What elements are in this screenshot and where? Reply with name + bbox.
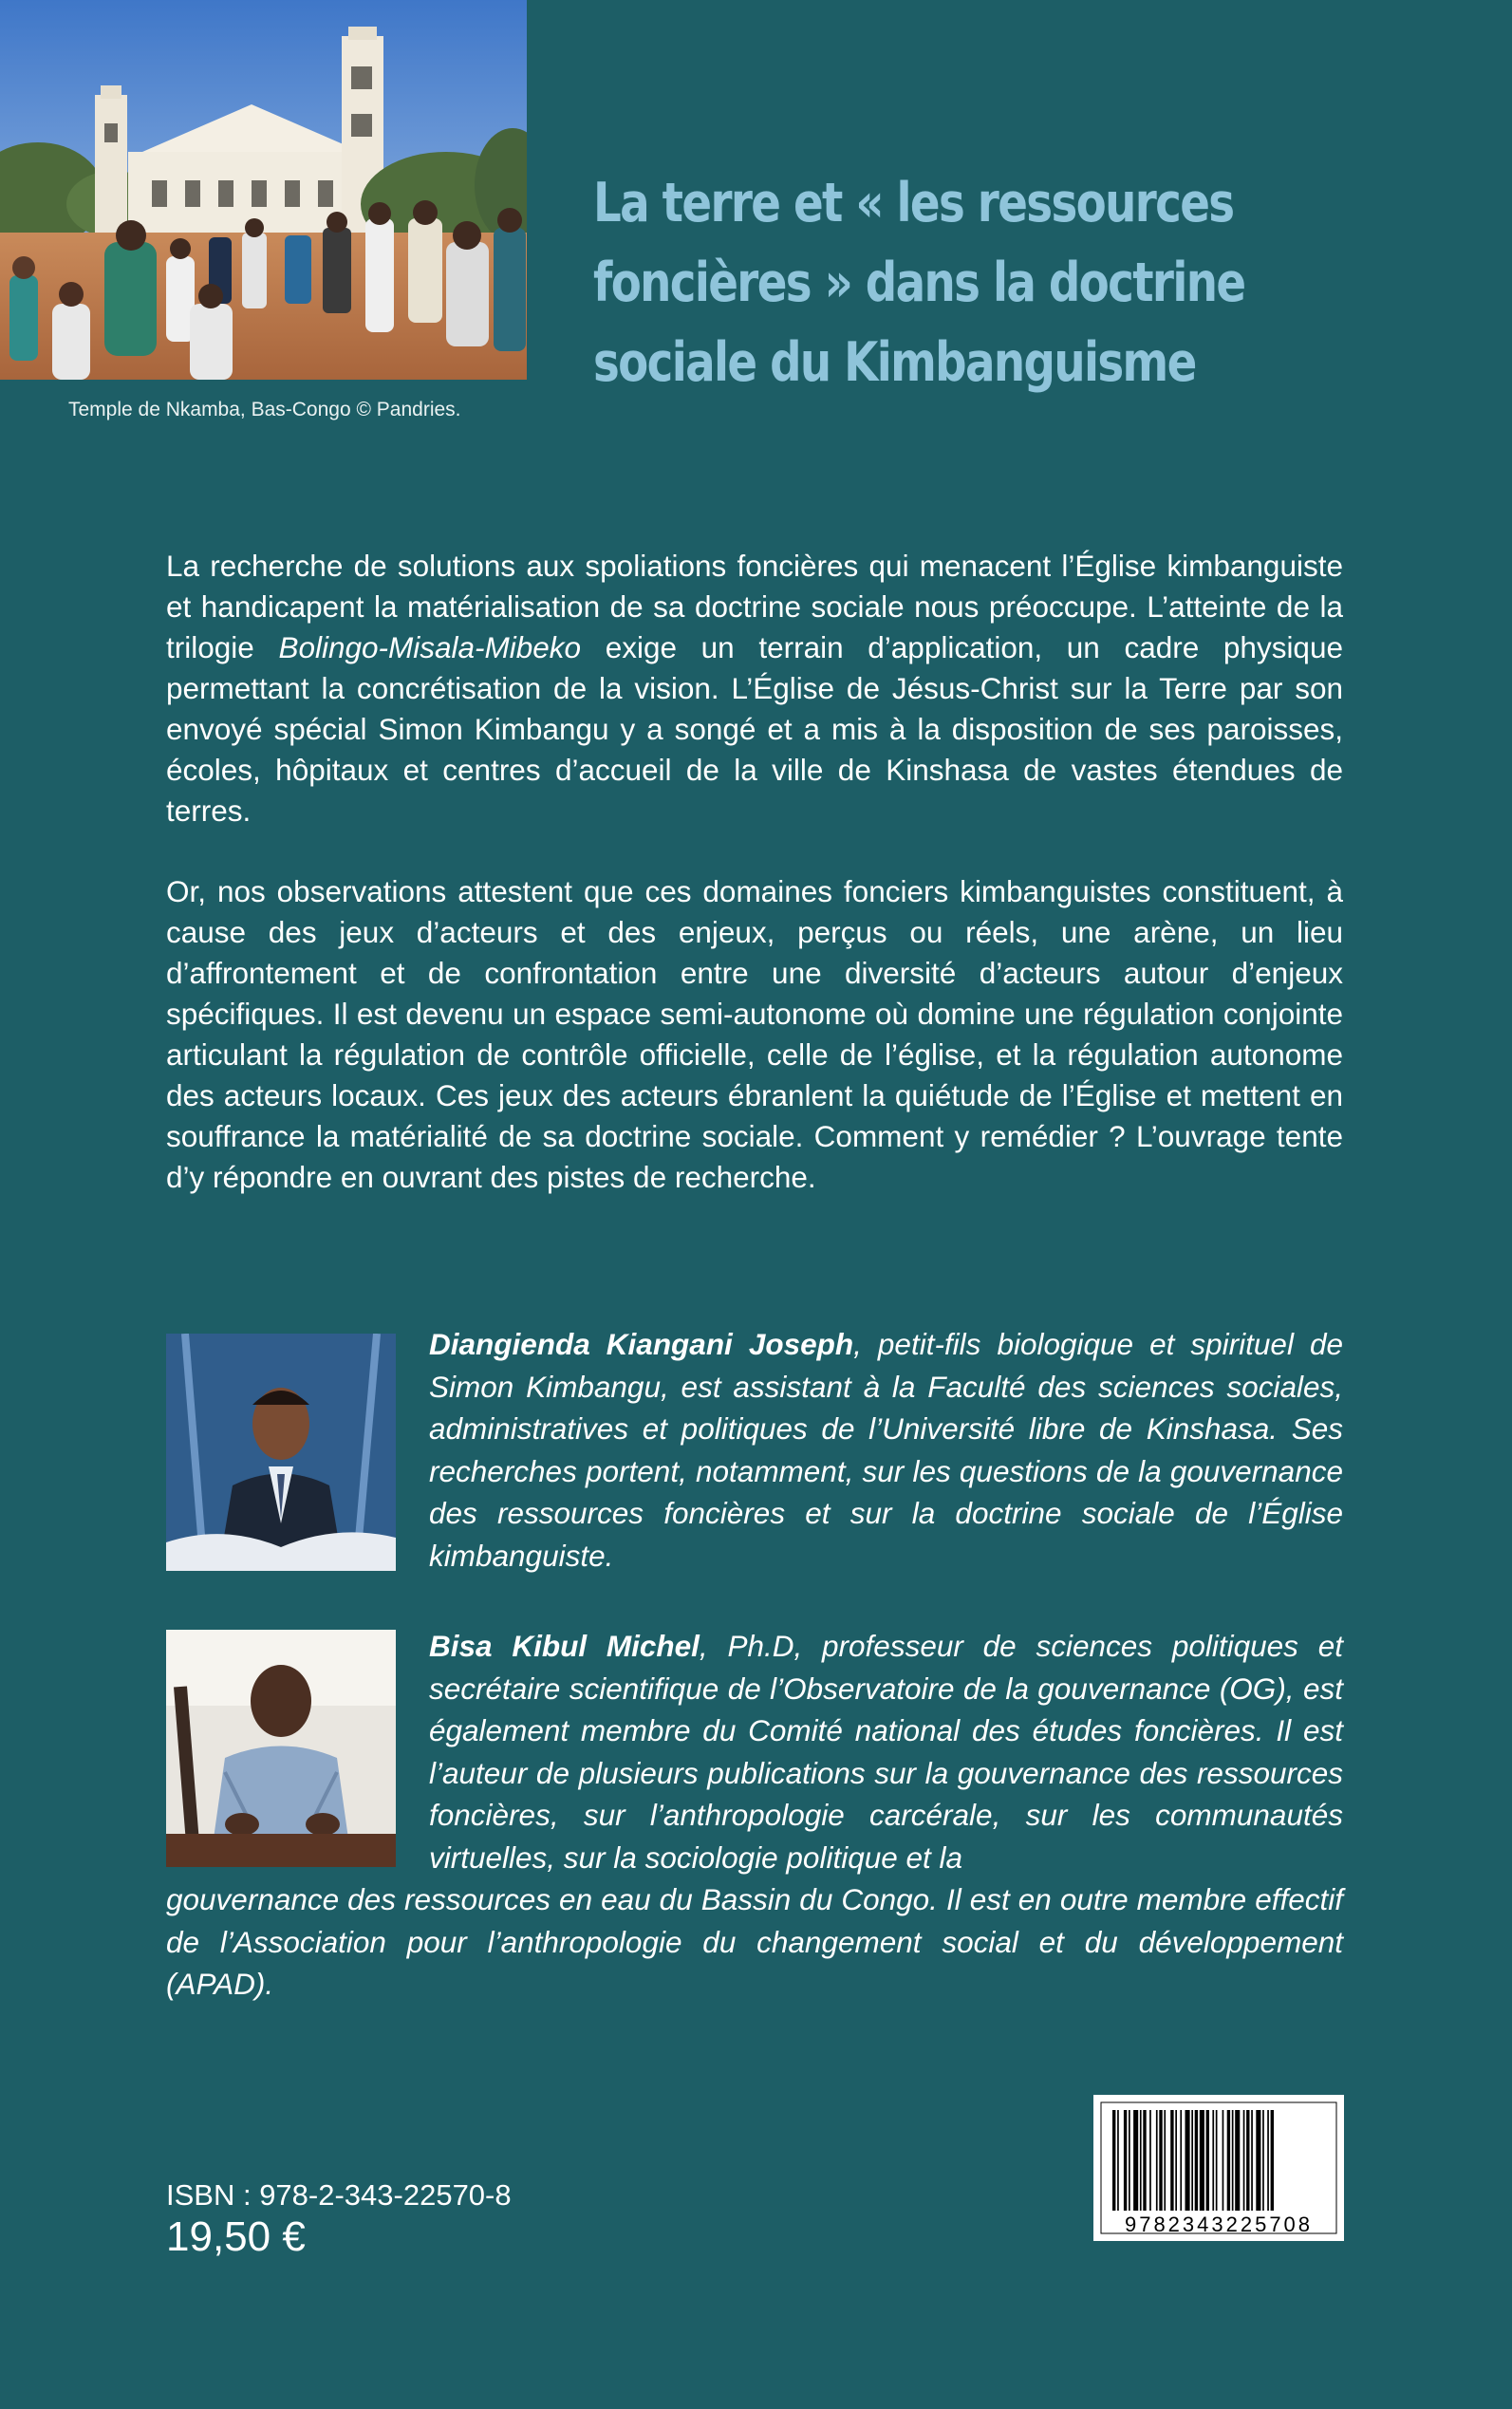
author-2-name: Bisa Kibul Michel [429,1629,700,1663]
barcode-bar [1129,2110,1130,2211]
author-2-portrait [166,1630,396,1867]
barcode-bar [1251,2110,1253,2211]
title-line-1: La terre et « les ressources [593,172,1234,234]
barcode-bar [1149,2110,1151,2211]
isbn: ISBN : 978-2-343-22570-8 [166,2178,512,2212]
barcode-bar [1206,2110,1209,2211]
barcode-bar [1191,2110,1193,2211]
barcode-bar [1140,2110,1142,2211]
barcode-bar [1159,2110,1162,2211]
barcode-bar [1156,2110,1158,2211]
temple-photo [0,0,527,380]
author-2-bio-text: , Ph.D, professeur de sciences politiques et secrétaire scientifique de l’Observatoire de la gouvernance (OG), est également membre du Comité national des études foncières. Il est l’auteur de plusieurs publications sur la gouvernance des ressources foncières, sur l’anthropologie carcérale, sur les communautés virtuelles, sur la sociologie politique et la [429,1629,1343,1875]
barcode-bar [1267,2110,1269,2211]
barcode-bar [1180,2110,1182,2211]
barcode-bar [1133,2110,1138,2211]
barcode-bar [1117,2110,1119,2211]
barcode-bar [1262,2110,1264,2211]
barcode-number: 9782343225708 [1124,2213,1314,2236]
barcode-bar [1185,2110,1190,2211]
photo-caption: Temple de Nkamba, Bas-Congo © Pandries. [68,399,461,420]
barcode-bar [1164,2110,1166,2211]
author-1-bio-text: , petit-fils biologique et spirituel de Simon Kimbangu, est assistant à la Faculté des sciences sociales, administratives et politiques de l’Université libre de Kinshasa. Ses recherches portent, notamment, sur les questions de la gouvernance des ressources foncières et sur la doctrine sociale de l’Église kimbanguiste. [429,1327,1344,1573]
author-1-bio [429,1323,1343,1577]
barcode-bar [1195,2110,1198,2211]
barcode-bar [1170,2110,1173,2211]
author-2-bio [429,1625,1343,1878]
summary-p1-text-a: La recherche de solutions aux spoliations foncières qui menacent l’Église kimbanguiste et handicapent la matérialisation de sa doctrine sociale nous préoccupe. L’atteinte de la trilogie [166,549,1343,664]
author-1-name: Diangienda Kiangani Joseph [429,1327,854,1361]
barcode-bar [1175,2110,1177,2211]
summary-p1-trilogy: Bolingo-Misala-Mibeko [278,630,582,664]
barcode-bar [1271,2110,1274,2211]
barcode [1093,2095,1344,2241]
summary-paragraph-1 [166,546,1343,831]
price: 19,50 € [166,2213,306,2260]
summary-paragraph-2: Or, nos observations attestent que ces domaines fonciers kimbanguistes constituent, à cause des jeux d’acteurs et des enjeux, perçus ou réels, une arène, un lieu d’affrontement et de confrontation entre une diversité d’acteurs autour d’enjeux spécifiques. Il est devenu un espace semi-autonome où domine une régulation conjointe articulant la régulation de contrôle officielle, celle de l’église, et la régulation autonome des acteurs locaux. Ces jeux des acteurs ébranlent la quiétude de l’Église et mettent en souffrance la matérialité de sa doctrine sociale. Comment y remédier ? L’ouvrage tente d’y répondre en ouvrant des pistes de recherche. [166,874,1343,1194]
barcode-bar [1243,2110,1245,2211]
author-1-portrait [166,1334,396,1571]
barcode-bar [1235,2110,1240,2211]
barcode-bar [1223,2110,1224,2211]
barcode-bar [1232,2110,1234,2211]
barcode-bar [1227,2110,1230,2211]
barcode-bar [1112,2110,1115,2211]
barcode-bar [1124,2110,1127,2211]
title-line-2: foncières » dans la doctrine [593,252,1245,314]
summary-p1-text-b: exige un terrain d’application, un cadre physique permettant la concrétisation de la vision. L’Église de Jésus-Christ sur la Terre par son envoyé spécial Simon Kimbangu y a songé et a mis à la disposition de ses paroisses, écoles, hôpitaux et centres d’accueil de la ville de Kinshasa de vastes étendues de terres. [166,630,1343,828]
barcode-bar [1143,2110,1146,2211]
barcode-bar [1216,2110,1218,2211]
barcode-bar [1246,2110,1249,2211]
book-title [593,163,1245,402]
barcode-bar [1212,2110,1214,2211]
barcode-bar [1256,2110,1260,2211]
title-line-3: sociale du Kimbanguisme [593,331,1196,394]
author-2-bio-continued: gouvernance des ressources en eau du Bassin du Congo. Il est en outre membre effectif de l’Association pour l’anthropologie du changement social et du développement (APAD). [166,1882,1343,2001]
barcode-bar [1200,2110,1204,2211]
